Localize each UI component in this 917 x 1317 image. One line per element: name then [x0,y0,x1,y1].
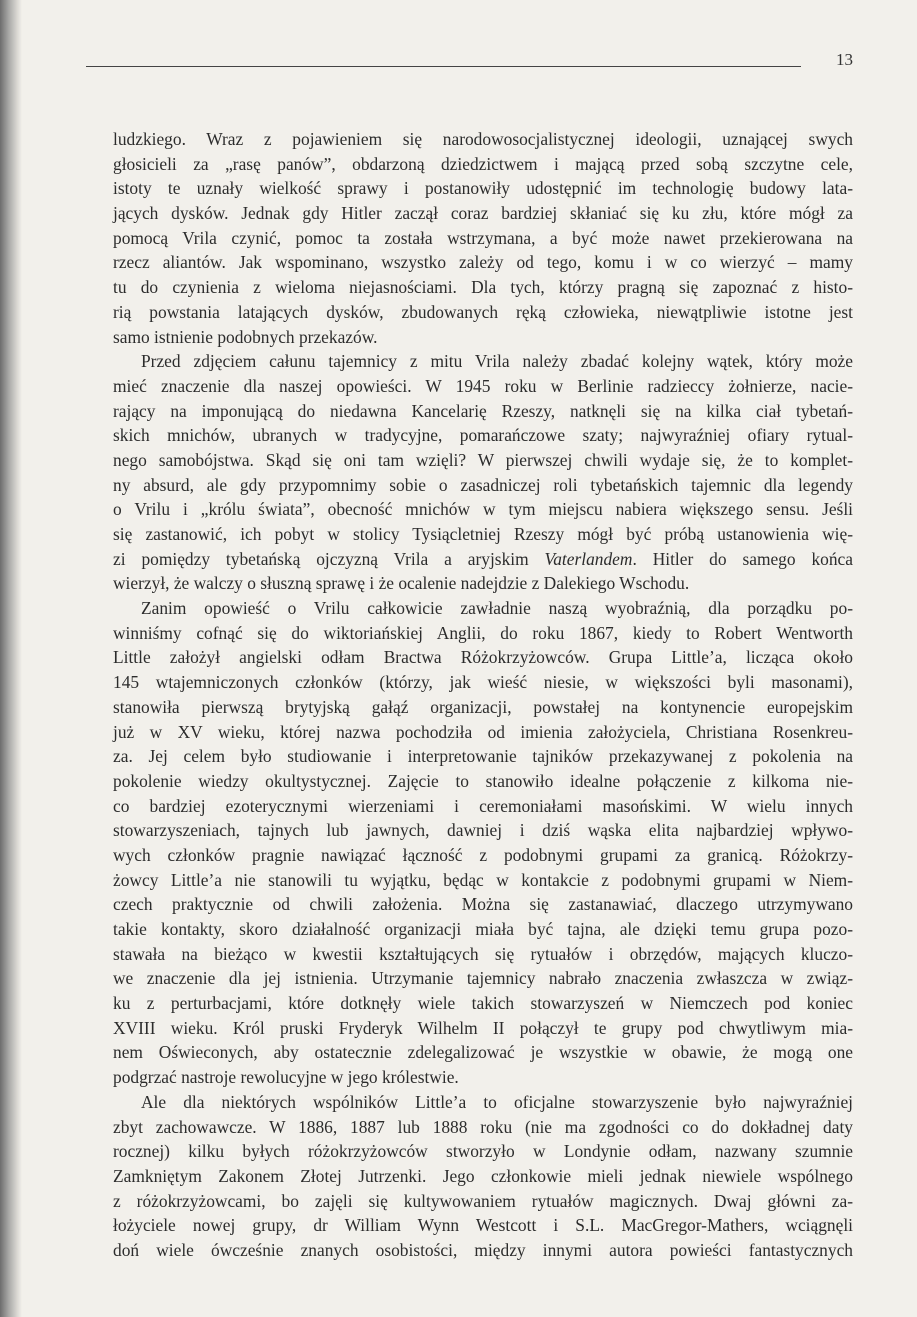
text-segment: rocznej) kilku byłych różokrzyżowców stworzyło w Londynie odłam, nazwany szumnie [113,1141,853,1162]
text-line [113,226,853,251]
text-segment: ny absurd, ale gdy przypomnimy sobie o zasadniczej roli tybetańskich tajemnic dla legendy [113,474,853,495]
text-segment: . Hitler do samego końca [632,548,853,569]
text-segment: ludzkiego. Wraz z pojawieniem się narodowosocjalistycznej ideologii, uznającej swych [113,129,853,149]
text-segment: czech praktycznie od chwili założenia. Można się zastanawiać, dlaczego utrzymywano [113,894,853,915]
text-segment: rzecz aliantów. Jak wspominano, wszystko zależy od tego, komu i w co wierzyć – mamy [113,252,853,273]
text-line [113,300,853,325]
text-segment: pomocą Vrila czynić, pomoc ta została wstrzymana, a być może nawet przekierowana na [113,227,853,248]
text-line [113,473,853,498]
text-line [113,645,853,670]
text-segment: stawała na bieżąco w kwestii kształtujących się rytuałów i obrzędów, mających kluczo- [113,943,853,964]
text-line [113,497,853,522]
italic-term: Vaterlandem [544,548,633,569]
text-line [113,374,853,399]
text-line [113,1164,853,1189]
text-line [113,1238,853,1263]
text-segment: tu do czynienia z wieloma niejasnościami. Dla tych, którzy pragną się zapoznać z histo- [113,277,853,298]
text-line [113,966,853,991]
text-segment: Zamkniętym Zakonem Złotej Jutrzenki. Jego członkowie mieli jednak niewiele wspólnego [113,1165,853,1186]
text-segment: Ale dla niektórych wspólników Little’a to oficjalne stowarzyszenie było najwyraźniej [141,1091,853,1112]
text-segment: XVIII wieku. Król pruski Fryderyk Wilhelm II połączył te grupy pod chwytliwym mia- [113,1017,853,1038]
text-segment: wych członków pragnie nawiązać łączność z podobnymi grupami za granicą. Różokrzy- [113,844,853,865]
text-line [113,1115,853,1140]
text-segment: pokolenie wiedzy okultystycznej. Zajęcie to stanowiło idealne połączenie z kilkoma nie- [113,770,853,791]
text-line [113,720,853,745]
text-segment: samo istnienie podobnych przekazów. [113,326,378,347]
text-segment: podgrzać nastroje rewolucyjne w jego królestwie. [113,1067,459,1088]
body-text [113,127,853,1263]
text-segment: Little założył angielski odłam Bractwa Różokrzyżowców. Grupa Little’a, licząca około [113,647,853,668]
text-line [113,571,853,596]
text-segment: nem Oświeconych, aby ostatecznie zdelegalizować je wszystkie w obawie, że mogą one [113,1042,853,1063]
text-segment: rią powstania latających dysków, zbudowanych ręką człowieka, niewątpliwie istotne jest [113,301,853,322]
text-segment: zi pomiędzy tybetańską ojczyzną Vrila a aryjskim [113,548,545,569]
text-segment: rający na imponującą do niedawna Kancelarię Rzeszy, natknęli się na kilka ciał tybetań- [113,400,853,421]
text-line [113,596,853,621]
text-line [113,1016,853,1041]
text-line [113,423,853,448]
text-segment: już w XV wieku, której nazwa pochodziła od imienia założyciela, Christiana Rosenkreu- [113,721,853,742]
text-line [113,275,853,300]
text-segment: Przed zdjęciem całunu tajemnicy z mitu Vrila należy zbadać kolejny wątek, który może [141,351,853,372]
text-line [113,670,853,695]
text-segment: we znaczenie dla jej istnienia. Utrzymanie tajemnicy nabrało znaczenia zwłaszcza w związ- [113,968,853,989]
text-segment: wierzył, że walczy o słuszną sprawę i że ocalenie nadejdzie z Dalekiego Wschodu. [113,573,690,594]
text-segment: skich mnichów, ubranych w tradycyjne, pomarańczowe szaty; najwyraźniej ofiary rytual- [113,425,853,446]
text-line [113,621,853,646]
text-segment: się zastanowić, ich pobyt w stolicy Tysiącletniej Rzeszy mógł być próbą ustanowienia wię- [113,524,853,544]
text-line [113,991,853,1016]
text-line [113,547,853,572]
text-segment: głosicieli za „rasę panów”, obdarzoną dziedzictwem i mającą przed sobą szczytne cele, [113,153,853,174]
text-segment: łożyciele nowej grupy, dr William Wynn Westcott i S.L. MacGregor-Mathers, wciągnęli [113,1215,853,1236]
text-segment: za. Jej celem było studiowanie i interpretowanie tajników przekazywanej z pokolenia na [113,746,853,767]
text-line [113,892,853,917]
text-line [113,794,853,819]
text-line [113,448,853,473]
text-segment: zbyt zachowawcze. W 1886, 1887 lub 1888 roku (nie ma zgodności co do dokładnej daty [113,1116,853,1137]
text-segment: co bardziej ezoterycznymi wierzeniami i ceremoniałami masońskimi. W wielu innych [113,795,853,816]
text-segment: o Vrilu i „królu świata”, obecność mnichów w tym miejscu nabiera większego sensu. Jeśli [113,499,853,520]
text-line [113,349,853,374]
text-line [113,868,853,893]
text-line [113,399,853,424]
text-segment: z różokrzyżowcami, bo zajęli się kultywowaniem rytuałów magicznych. Dwaj główni za- [113,1190,853,1211]
header-rule [86,66,801,67]
text-line [113,152,853,177]
text-segment: istoty te uznały wielkość sprawy i postanowiły udostępnić im technologię budowy lata- [113,178,853,199]
text-line [113,176,853,201]
text-line [113,1040,853,1065]
text-line [113,818,853,843]
text-line [113,522,853,547]
text-line [113,1189,853,1214]
text-segment: takie kontakty, skoro działalność organizacji miała być tajna, ale dzięki temu grupa pozo- [113,919,853,939]
text-line [113,127,853,152]
text-line [113,1139,853,1164]
text-line [113,843,853,868]
text-segment: jących dysków. Jednak gdy Hitler zaczął coraz bardziej skłaniać się ku złu, które mógł za [113,203,853,224]
text-segment: mieć znaczenie dla naszej opowieści. W 1945 roku w Berlinie radzieccy żołnierze, nacie- [113,375,853,396]
text-segment: ku z perturbacjami, które dotknęły wiele takich stowarzyszeń w Niemczech pod koniec [113,993,853,1014]
text-line [113,769,853,794]
text-segment: stanowiła pierwszą brytyjską gałąź organizacji, powstałej na kontynencie europejskim [113,696,853,717]
text-segment: 145 wtajemniczonych członków (którzy, jak wieść niesie, w większości byli masonami), [113,672,853,693]
text-line [113,917,853,942]
text-line [113,250,853,275]
text-line [113,201,853,226]
text-line [113,1090,853,1115]
text-line [113,325,853,350]
text-line [113,695,853,720]
text-line [113,1213,853,1238]
text-segment: doń wiele ówcześnie znanych osobistości, między innymi autora powieści fantastycznych [113,1239,853,1260]
text-segment: Zanim opowieść o Vrilu całkowicie zawładnie naszą wyobraźnią, dla porządku po- [141,598,853,619]
book-gutter-shadow [0,0,22,1317]
text-segment: nego samobójstwa. Skąd się oni tam wzięli? W pierwszej chwili wydaje się, że to komplet- [113,449,853,470]
text-segment: winniśmy cofnąć się do wiktoriańskiej Anglii, do roku 1867, kiedy to Robert Wentworth [113,622,853,643]
text-line [113,744,853,769]
text-segment: stowarzyszeniach, tajnych lub jawnych, dawniej i dziś wąska elita najbardziej wpływo- [113,820,853,841]
page-number: 13 [836,50,853,69]
text-line [113,1065,853,1090]
text-line [113,942,853,967]
text-segment: żowcy Little’a nie stanowili tu wyjątku, będąc w kontakcie z podobnymi grupami w Niem- [113,869,853,890]
